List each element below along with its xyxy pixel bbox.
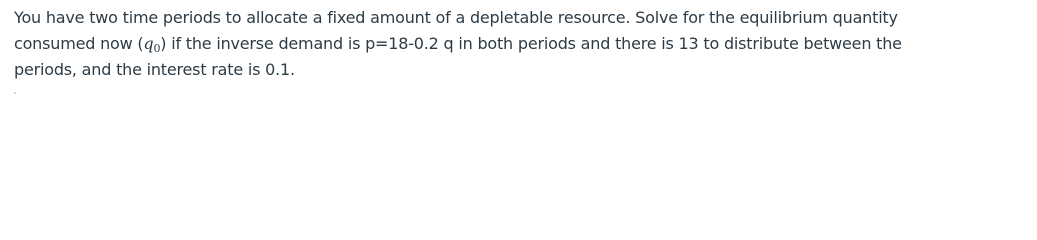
q0-variable [143, 34, 160, 53]
q-subscript: 0 [153, 42, 161, 55]
question-line-3: periods, and the interest rate is 0.1. [14, 60, 295, 79]
question-line-2-start: consumed now ( [14, 34, 144, 53]
question-line-1: You have two time periods to allocate a fixed amount of a depletable resource. Solve for the equilibrium quantity [14, 8, 898, 27]
question-text [14, 5, 1014, 83]
q-symbol: q [143, 34, 154, 53]
question-line-2-end: ) if the inverse demand is p=18-0.2 q in both periods and there is 13 to distribute between the [160, 34, 902, 53]
answer-area-marker [14, 92, 16, 94]
question-line-2 [14, 31, 1014, 57]
